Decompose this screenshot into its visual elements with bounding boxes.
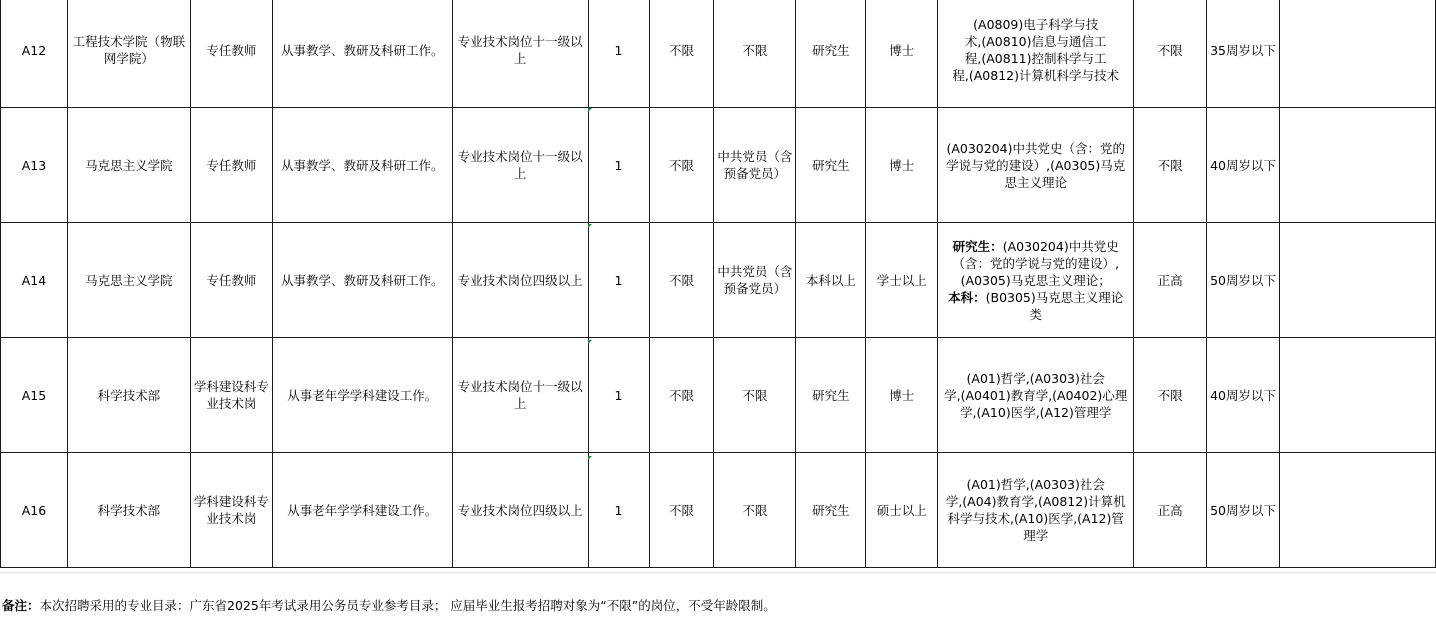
cell-degree[interactable]: 博士 xyxy=(866,0,938,108)
major-line: (A01)哲学,(A0303)社会 xyxy=(966,370,1105,386)
cell-post-id[interactable]: A15 xyxy=(1,338,68,453)
cell-post-name[interactable]: 专任教师 xyxy=(190,0,272,108)
cell-politics[interactable]: 中共党员（含预备党员） xyxy=(714,223,796,338)
cell-post-name[interactable]: 学科建设科专业技术岗 xyxy=(190,338,272,453)
cell-title[interactable]: 不限 xyxy=(1134,0,1207,108)
cell-post-name[interactable]: 专任教师 xyxy=(190,223,272,338)
cell-title[interactable]: 正高 xyxy=(1134,453,1207,568)
footnote-label: 备注： xyxy=(2,598,40,613)
cell-degree[interactable]: 博士 xyxy=(866,108,938,223)
cell-comment-marker xyxy=(588,108,592,112)
cell-unit[interactable]: 科学技术部 xyxy=(67,453,190,568)
cell-empty[interactable] xyxy=(1280,108,1436,223)
cell-politics[interactable]: 不限 xyxy=(714,0,796,108)
cell-education[interactable]: 研究生 xyxy=(796,0,866,108)
cell-education[interactable]: 研究生 xyxy=(796,108,866,223)
cell-major[interactable] xyxy=(938,223,1134,338)
major-line: 思主义理论 xyxy=(1004,174,1067,190)
footnote[interactable] xyxy=(2,596,776,614)
major-grad-text: (A030204)中共党史（含：党的学说与党的建设）,(A0305)马克思主义理论； xyxy=(952,238,1119,288)
cell-target[interactable]: 不限 xyxy=(649,338,714,453)
cell-comment-marker xyxy=(588,456,592,460)
major-line: 理学 xyxy=(1023,528,1049,543)
cell-post-id[interactable]: A16 xyxy=(1,453,68,568)
cell-unit[interactable]: 科学技术部 xyxy=(67,338,190,453)
cell-duty[interactable]: 从事老年学学科建设工作。 xyxy=(272,338,452,453)
cell-level[interactable]: 专业技术岗位四级以上 xyxy=(452,223,588,338)
cell-comment-marker xyxy=(588,224,592,228)
cell-post-name[interactable]: 专任教师 xyxy=(190,108,272,223)
major-line: 学,(A04)教育学,(A0812)计算机 xyxy=(945,494,1126,509)
cell-title[interactable]: 不限 xyxy=(1134,108,1207,223)
cell-duty[interactable]: 从事老年学学科建设工作。 xyxy=(272,453,452,568)
cell-post-id[interactable]: A13 xyxy=(1,108,68,223)
major-line: (A01)哲学,(A0303)社会 xyxy=(966,477,1105,492)
cell-unit[interactable]: 工程技术学院（物联网学院） xyxy=(67,0,190,108)
cell-post-id[interactable]: A14 xyxy=(1,223,68,338)
major-ug-text: (B0305)马克思主义理论类 xyxy=(985,289,1124,322)
cell-title[interactable]: 正高 xyxy=(1134,223,1207,338)
major-line: 程,(A0812)计算机科学与技术 xyxy=(952,68,1119,83)
cell-unit[interactable]: 马克思主义学院 xyxy=(67,108,190,223)
cell-age[interactable]: 50周岁以下 xyxy=(1207,223,1280,338)
major-line: 科学与技术,(A10)医学,(A12)管 xyxy=(947,511,1124,526)
cell-major[interactable] xyxy=(938,108,1134,223)
cell-duty[interactable]: 从事教学、教研及科研工作。 xyxy=(272,0,452,108)
cell-major[interactable] xyxy=(938,338,1134,453)
cell-age[interactable]: 50周岁以下 xyxy=(1207,453,1280,568)
cell-duty[interactable]: 从事教学、教研及科研工作。 xyxy=(272,223,452,338)
cell-count[interactable]: 1 xyxy=(588,108,649,223)
cell-age[interactable]: 35周岁以下 xyxy=(1207,0,1280,108)
table-row[interactable] xyxy=(1,108,1436,223)
footnote-text: 本次招聘采用的专业目录：广东省2025年考试录用公务员专业参考目录； 应届毕业生报考招聘对象为“不限”的岗位，不受年龄限制。 xyxy=(39,598,776,613)
cell-empty[interactable] xyxy=(1280,338,1436,453)
cell-empty[interactable] xyxy=(1280,453,1436,568)
divider xyxy=(0,572,1436,575)
cell-empty[interactable] xyxy=(1280,223,1436,338)
cell-politics[interactable]: 不限 xyxy=(714,338,796,453)
cell-major[interactable] xyxy=(938,453,1134,568)
cell-politics[interactable]: 不限 xyxy=(714,453,796,568)
cell-target[interactable]: 不限 xyxy=(649,223,714,338)
major-line: 学,(A0401)教育学,(A0402)心理 xyxy=(944,387,1128,403)
cell-empty[interactable] xyxy=(1280,0,1436,108)
cell-title[interactable]: 不限 xyxy=(1134,338,1207,453)
cell-target[interactable]: 不限 xyxy=(649,108,714,223)
cell-level[interactable]: 专业技术岗位十一级以上 xyxy=(452,338,588,453)
major-line: 学,(A10)医学,(A12)管理学 xyxy=(960,404,1112,420)
cell-post-name[interactable]: 学科建设科专业技术岗 xyxy=(190,453,272,568)
cell-age[interactable]: 40周岁以下 xyxy=(1207,338,1280,453)
major-grad-label: 研究生： xyxy=(952,238,1003,254)
cell-level[interactable]: 专业技术岗位十一级以上 xyxy=(452,0,588,108)
cell-target[interactable]: 不限 xyxy=(649,453,714,568)
major-line: (A0809)电子科学与技 xyxy=(973,17,1099,32)
cell-education[interactable]: 研究生 xyxy=(796,338,866,453)
table-row[interactable] xyxy=(1,338,1436,453)
cell-degree[interactable]: 博士 xyxy=(866,338,938,453)
cell-post-id[interactable]: A12 xyxy=(1,0,68,108)
cell-education[interactable]: 本科以上 xyxy=(796,223,866,338)
major-line: 术,(A0810)信息与通信工 xyxy=(964,34,1107,49)
cell-major[interactable] xyxy=(938,0,1134,108)
cell-level[interactable]: 专业技术岗位十一级以上 xyxy=(452,108,588,223)
cell-politics[interactable]: 中共党员（含预备党员） xyxy=(714,108,796,223)
cell-age[interactable]: 40周岁以下 xyxy=(1207,108,1280,223)
cell-target[interactable]: 不限 xyxy=(649,0,714,108)
major-line: 程,(A0811)控制科学与工 xyxy=(964,51,1107,66)
table-row[interactable] xyxy=(1,223,1436,338)
table-row[interactable] xyxy=(1,453,1436,568)
cell-count[interactable]: 1 xyxy=(588,0,649,108)
major-ug-label: 本科： xyxy=(948,289,986,305)
major-line: (A030204)中共党史（含：党的 xyxy=(946,140,1125,156)
cell-duty[interactable]: 从事教学、教研及科研工作。 xyxy=(272,108,452,223)
cell-education[interactable]: 研究生 xyxy=(796,453,866,568)
cell-unit[interactable]: 马克思主义学院 xyxy=(67,223,190,338)
cell-comment-marker xyxy=(588,340,592,344)
cell-count[interactable]: 1 xyxy=(588,453,649,568)
cell-level[interactable]: 专业技术岗位四级以上 xyxy=(452,453,588,568)
table-row[interactable] xyxy=(1,0,1436,108)
cell-degree[interactable]: 硕士以上 xyxy=(866,453,938,568)
major-line: 学说与党的建设）,(A0305)马克 xyxy=(946,157,1126,173)
cell-count[interactable]: 1 xyxy=(588,338,649,453)
cell-count[interactable]: 1 xyxy=(588,223,649,338)
cell-degree[interactable]: 学士以上 xyxy=(866,223,938,338)
